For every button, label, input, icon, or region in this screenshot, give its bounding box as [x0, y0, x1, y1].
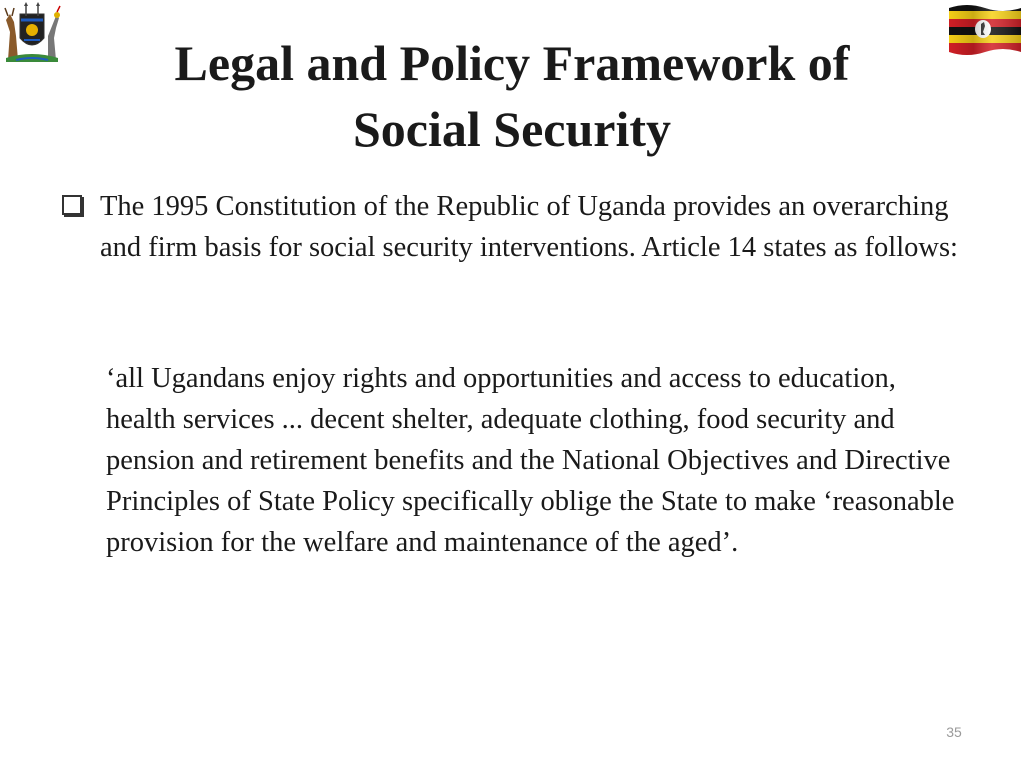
- slide-title: [0, 30, 1024, 162]
- slide-title-line-2: Social Security: [352, 101, 672, 157]
- page-number: 35: [946, 724, 962, 740]
- bullet-paragraph: [62, 186, 962, 268]
- checkbox-bullet-icon: [62, 195, 82, 215]
- slide-title-line-1: Legal and Policy Framework of: [174, 35, 850, 91]
- constitution-quote: ‘all Ugandans enjoy rights and opportunities and access to education, health services ... decent shelter, adequate clothing, food security and pension and retirement benefits and the National Objectives and Directive Principles of State Policy specifically oblige the State to make ‘reasonable provision for the welfare and maintenance of the aged’.: [106, 363, 955, 558]
- bullet-text: The 1995 Constitution of the Republic of Uganda provides an overarching and firm basis for social security interventions. Article 14 states as follows:: [100, 191, 958, 263]
